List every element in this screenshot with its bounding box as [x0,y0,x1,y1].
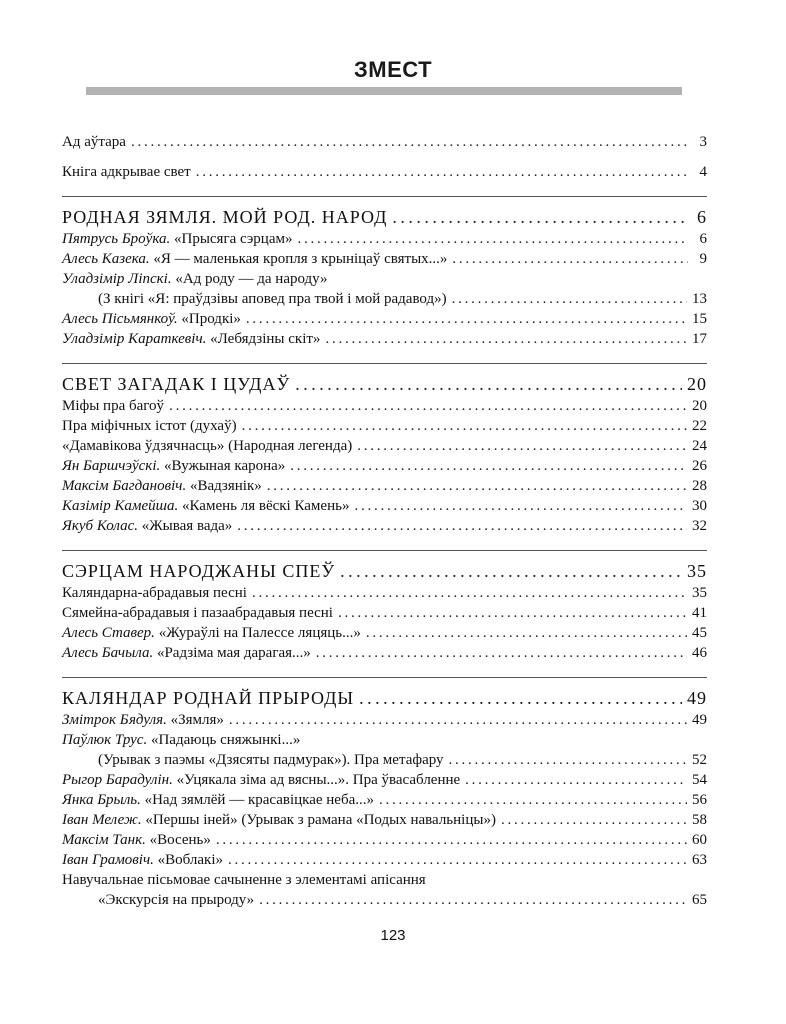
toc-page-number: 20 [687,374,707,394]
toc-entry-text [62,329,320,349]
toc-entry-title: Пра міфічных істот (духаў) [62,418,237,434]
dot-leader [366,623,687,643]
toc-page-number: 13 [692,291,707,307]
toc-entry [62,269,707,289]
toc-page-number: 65 [692,892,707,908]
toc-entry-author: Янка Брыль. [62,792,141,808]
dot-leader [379,790,687,810]
dot-leader [196,162,688,182]
toc-entry-text [62,643,311,663]
toc-entry-text [62,810,496,830]
toc-entry-author: Уладзімір Ліпскі. [62,271,172,287]
toc-entry-text [62,271,328,287]
spacer [62,152,707,162]
toc-entry-title: (Урывак з паэмы «Дзясяты падмурак»). Пра метафару [98,752,444,768]
toc-page-number: 24 [692,438,707,454]
toc-entry-author: Паўлюк Трус. [62,732,148,748]
dot-leader [338,603,687,623]
toc-entry [62,476,707,496]
toc-entry-text [62,623,361,643]
toc-entry-title: «Я — маленькая кропля з крыніцаў святых...» [153,251,448,267]
toc-entry-title: «Зямля» [170,712,224,728]
toc-section-heading [62,205,707,229]
toc-entry-author: Алесь Ставер. [62,625,155,641]
toc-entry-text [62,830,211,850]
toc-page-number: 58 [692,812,707,828]
toc-page-number: 22 [692,418,707,434]
toc-entry-title: Навучальнае пісьмовае сачыненне з элементамі апісання [62,872,426,888]
toc-entry-title: «Першы іней» (Урывак з рамана «Подых навальніцы») [145,812,496,828]
toc-entry-text [62,249,447,269]
section-divider [62,677,707,678]
dot-leader [452,289,687,309]
toc-entry-title: «Уцякала зіма ад вясны...». Пра ўвасабленне [176,772,461,788]
dot-leader [252,583,687,603]
dot-leader [169,396,687,416]
toc-entry [62,643,707,663]
toc-entry-text [62,790,374,810]
dot-leader [359,686,682,710]
dot-leader [501,810,687,830]
toc-entry-title: «Воблакі» [157,852,223,868]
toc-entry [62,436,707,456]
toc-entry-title: «Вадзянік» [189,478,262,494]
toc-entry-text [62,686,354,710]
toc-entry-text [62,516,232,536]
toc-entry-title: Сямейна-абрадавыя і пазаабрадавыя песні [62,605,333,621]
toc-entry-text [62,456,285,476]
toc-entry [62,603,707,623]
toc-entry-author: Алесь Пісьмянкоў. [62,311,178,327]
toc-entry-title: «Камень ля вёскі Камень» [182,498,350,514]
toc-entry-text [62,583,247,603]
dot-leader [228,850,687,870]
dot-leader [131,132,688,152]
toc-entry-text [62,850,223,870]
toc-entry-text [62,309,241,329]
toc-entry-text [62,372,290,396]
toc-entry-title: (З кнігі «Я: праўдзівы аповед пра твой і мой радавод») [98,291,447,307]
toc-entry-text [62,396,164,416]
toc-section-heading [62,559,707,583]
toc-entry [62,396,707,416]
toc-entry [62,496,707,516]
toc-entry [62,870,707,890]
toc-page-number: 32 [692,518,707,534]
section-title: КАЛЯНДАР РОДНАЙ ПРЫРОДЫ [62,688,355,708]
page-number: 123 [380,927,406,944]
toc-page-number: 3 [699,134,707,150]
toc-page-number: 49 [692,712,707,728]
dot-leader [465,770,687,790]
toc-entry-author: Іван Мележ. [62,812,142,828]
toc-entry [62,329,707,349]
toc-page-number: 60 [692,832,707,848]
toc-page-number: 4 [699,164,707,180]
dot-leader [290,456,687,476]
toc-entry [62,249,707,269]
toc-entry-text [62,132,126,152]
toc-page-number: 20 [692,398,707,414]
toc-entry-text [98,289,447,309]
dot-leader [297,229,688,249]
toc-page-number: 6 [697,207,707,227]
toc-entry-text [62,436,352,456]
toc-page-number: 6 [699,231,707,247]
toc-entry-text [62,416,237,436]
section-divider [62,550,707,551]
toc-entry-title: «Восень» [149,832,211,848]
toc-entry-text [62,603,333,623]
dot-leader [449,750,687,770]
toc-entry [62,830,707,850]
toc-entry-author: Уладзімір Караткевіч. [62,331,207,347]
toc-entry-author: Алесь Бачыла. [62,645,154,661]
toc-entry-title: «Над зямлёй — красавіцкае неба...» [144,792,375,808]
toc-entry-author: Алесь Казека. [62,251,150,267]
dot-leader [267,476,687,496]
toc-entry-title: Каляндарна-абрадавыя песні [62,585,247,601]
dot-leader [392,205,688,229]
toc-entry-title: «Ад роду — да народу» [175,271,328,287]
section-title: СВЕТ ЗАГАДАК І ЦУДАЎ [62,374,291,394]
toc-page-number: 54 [692,772,707,788]
toc-page-number: 63 [692,852,707,868]
toc-entry-title: Міфы пра багоў [62,398,165,414]
section-divider [62,363,707,364]
toc-entry-title: «Лебядзіны скіт» [210,331,321,347]
toc-entry-title: Ад аўтара [62,134,126,150]
toc-entry-text [62,229,292,249]
toc-entry-title: «Жураўлі на Палессе ляцяць...» [158,625,361,641]
section-title: СЭРЦАМ НАРОДЖАНЫ СПЕЎ [62,561,336,581]
toc-entry-text [62,205,387,229]
toc-entry-text [62,770,460,790]
toc-page-number: 28 [692,478,707,494]
toc-section-heading [62,686,707,710]
toc-entry-text [62,710,224,730]
toc-entry-author: Казімір Камейша. [62,498,179,514]
toc-entry [62,456,707,476]
toc-entry [62,289,707,309]
toc-page-number: 35 [692,585,707,601]
toc-page-number: 30 [692,498,707,514]
toc-page-number: 15 [692,311,707,327]
dot-leader [340,559,682,583]
section-divider [62,196,707,197]
toc-page-number: 56 [692,792,707,808]
toc-entry [62,416,707,436]
dot-leader [237,516,687,536]
dot-leader [229,710,687,730]
toc-entry-author: Рыгор Барадулін. [62,772,173,788]
toc-entry-text [98,750,444,770]
dot-leader [316,643,687,663]
dot-leader [259,890,687,910]
dot-leader [295,372,682,396]
toc-entry-title: «Продкі» [181,311,241,327]
toc-entry-author: Пятрусь Броўка. [62,231,171,247]
toc-entry [62,623,707,643]
page-title: ЗМЕСТ [353,57,433,82]
toc-entry-title: «Дамавікова ўдзячнасць» (Народная легенда) [62,438,353,454]
toc-entry [62,850,707,870]
toc-page-number: 9 [699,251,707,267]
toc-entry-title: «Экскурсія на прыроду» [98,892,255,908]
toc-entry [62,730,707,750]
toc-entry-author: Максім Танк. [62,832,146,848]
toc-entry-author: Максім Багдановіч. [62,478,187,494]
toc-entry [62,583,707,603]
toc-entry-text [62,476,262,496]
toc-page-number: 41 [692,605,707,621]
toc-page-number: 52 [692,752,707,768]
toc-entry-text [62,872,426,888]
title-underline-bar [86,87,682,95]
toc-entry-title: Кніга адкрывае свет [62,164,191,180]
dot-leader [354,496,687,516]
dot-leader [357,436,687,456]
toc-entry [62,890,707,910]
toc-page-number: 17 [692,331,707,347]
toc-entry [62,229,707,249]
toc-entry-author: Якуб Колас. [62,518,138,534]
toc-entry-text [98,890,254,910]
section-title: РОДНАЯ ЗЯМЛЯ. МОЙ РОД. НАРОД [62,207,388,227]
toc-entry-title: «Радзіма мая дарагая...» [156,645,311,661]
toc-page-number: 26 [692,458,707,474]
dot-leader [325,329,687,349]
toc-entry-text [62,162,191,182]
toc-entry [62,309,707,329]
toc-entry-author: Іван Грамовіч. [62,852,154,868]
toc-entry [62,790,707,810]
toc-page-number: 46 [692,645,707,661]
toc-section-heading [62,372,707,396]
toc-entry [62,132,707,152]
toc-page-number: 45 [692,625,707,641]
toc-entry [62,750,707,770]
dot-leader [246,309,687,329]
dot-leader [216,830,687,850]
toc-entry-text [62,559,335,583]
toc-entry-text [62,732,300,748]
toc-entry [62,162,707,182]
table-of-contents [62,132,707,910]
toc-page-number: 49 [687,688,707,708]
toc-entry-author: Змітрок Бядуля. [62,712,167,728]
toc-entry-title: «Вужыная карона» [164,458,286,474]
toc-entry-text [62,496,349,516]
dot-leader [452,249,688,269]
toc-entry-title: «Прысяга сэрцам» [173,231,293,247]
toc-entry [62,810,707,830]
toc-entry [62,770,707,790]
toc-entry [62,516,707,536]
toc-entry-author: Ян Баршчэўскі. [62,458,161,474]
toc-page-number: 35 [687,561,707,581]
toc-entry-title: «Жывая вада» [141,518,233,534]
toc-entry-title: «Падаюць сняжынкі...» [150,732,301,748]
dot-leader [242,416,687,436]
toc-entry [62,710,707,730]
